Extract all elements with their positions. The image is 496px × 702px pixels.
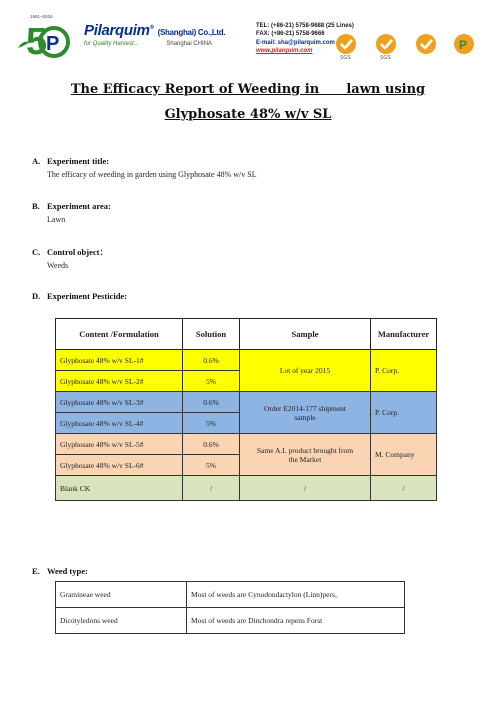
solution-cell: 0.6%: [183, 392, 240, 413]
table-row: [56, 608, 405, 634]
formulation-cell: Glyphosate 48% w/v SL-4#: [56, 413, 183, 434]
formulation-cell: Glyphosate 48% w/v SL-1#: [56, 350, 183, 371]
sample-cell: Lot of year 2015: [240, 350, 371, 392]
weed-type-cell: Gramineae weed: [56, 582, 187, 608]
cert-badge-icon: [332, 32, 360, 60]
solution-cell: 0.6%: [183, 350, 240, 371]
tel: TEL: (+86-21) 5758-9688 (25 Lines): [256, 23, 354, 29]
fax: FAX: (+86-21) 5758-9666: [256, 31, 325, 38]
registered-mark: ®: [149, 25, 154, 31]
weed-type-table: [55, 581, 405, 634]
column-header: Content /Formulation: [56, 319, 183, 350]
section-e-heading: E. Weed type:: [32, 566, 88, 576]
table-row: [56, 582, 405, 608]
column-header: Sample: [240, 319, 371, 350]
table-row: [56, 434, 437, 455]
solution-cell: 0.6%: [183, 434, 240, 455]
section-c-body: Weeds: [47, 261, 69, 270]
manufacturer-cell: P. Corp.: [371, 392, 437, 434]
website-link[interactable]: www.pilarquim.com: [256, 48, 313, 55]
formulation-cell: Glyphosate 48% w/v SL-6#: [56, 455, 183, 476]
cert-badge-icon: [450, 32, 478, 60]
manufacturer-cell: P. Corp.: [371, 350, 437, 392]
section-a-heading: A. Experiment title:: [32, 156, 110, 166]
sample-cell: Same A.I. product brought from the Market: [240, 434, 371, 476]
cert-badge-icon: [372, 32, 400, 60]
company-logo: [16, 12, 76, 62]
solution-cell: 5%: [183, 413, 240, 434]
formulation-cell: Glyphosate 48% w/v SL-2#: [56, 371, 183, 392]
table-row: [56, 350, 437, 371]
brand-name: Pilarquim: [84, 22, 150, 39]
weed-desc-cell: Most of weeds are Dinchondra repens Forst: [187, 608, 405, 634]
cert-label: SGS: [380, 55, 391, 60]
logo-years: 1991~2016: [30, 14, 53, 19]
column-header: Manufacturer: [371, 319, 437, 350]
svg-text:P: P: [459, 38, 468, 52]
sample-cell: Order E2014-177 shipment sample: [240, 392, 371, 434]
table-row: [56, 392, 437, 413]
section-b-heading: B. Experiment area:: [32, 201, 111, 211]
weed-type-cell: Dicotyledons weed: [56, 608, 187, 634]
svg-text:5: 5: [26, 21, 48, 62]
formulation-cell: Blank CK: [56, 476, 183, 501]
solution-cell: 5%: [183, 455, 240, 476]
certification-badges: [332, 32, 482, 62]
section-a-body: The efficacy of weeding in garden using Glyphosate 48% w/v SL: [47, 170, 257, 179]
section-c-heading: C. Control object：: [32, 247, 108, 257]
section-d-heading: D. Experiment Pesticide:: [32, 291, 128, 301]
cert-label: SGS: [340, 55, 351, 60]
svg-text:P: P: [46, 33, 60, 55]
report-title-line1: The Efficacy Report of Weeding in lawn using: [70, 82, 426, 97]
brand-suffix: (Shanghai) Co.,Ltd.: [157, 28, 226, 37]
formulation-cell: Glyphosate 48% w/v SL-5#: [56, 434, 183, 455]
report-title-line2: Glyphosate 48% w/v SL: [164, 107, 332, 122]
solution-cell: /: [183, 476, 240, 501]
table-row: [56, 476, 437, 501]
brand-block: [84, 22, 225, 47]
pesticide-table: [55, 318, 437, 501]
cert-badge-icon: [412, 32, 440, 60]
table-header-row: [56, 319, 437, 350]
slogan: for Quality Harvest...: [84, 41, 139, 47]
email: E-mail: sha@pilarquim.com: [256, 39, 335, 46]
section-b-body: Lawn: [47, 215, 66, 224]
formulation-cell: Glyphosate 48% w/v SL-3#: [56, 392, 183, 413]
solution-cell: 5%: [183, 371, 240, 392]
city: Shanghai CHINA: [166, 41, 213, 47]
manufacturer-cell: /: [371, 476, 437, 501]
weed-desc-cell: Most of weeds are Cynodondactylon (Linn)pers。: [187, 582, 405, 608]
sample-cell: /: [240, 476, 371, 501]
column-header: Solution: [183, 319, 240, 350]
manufacturer-cell: M. Company: [371, 434, 437, 476]
